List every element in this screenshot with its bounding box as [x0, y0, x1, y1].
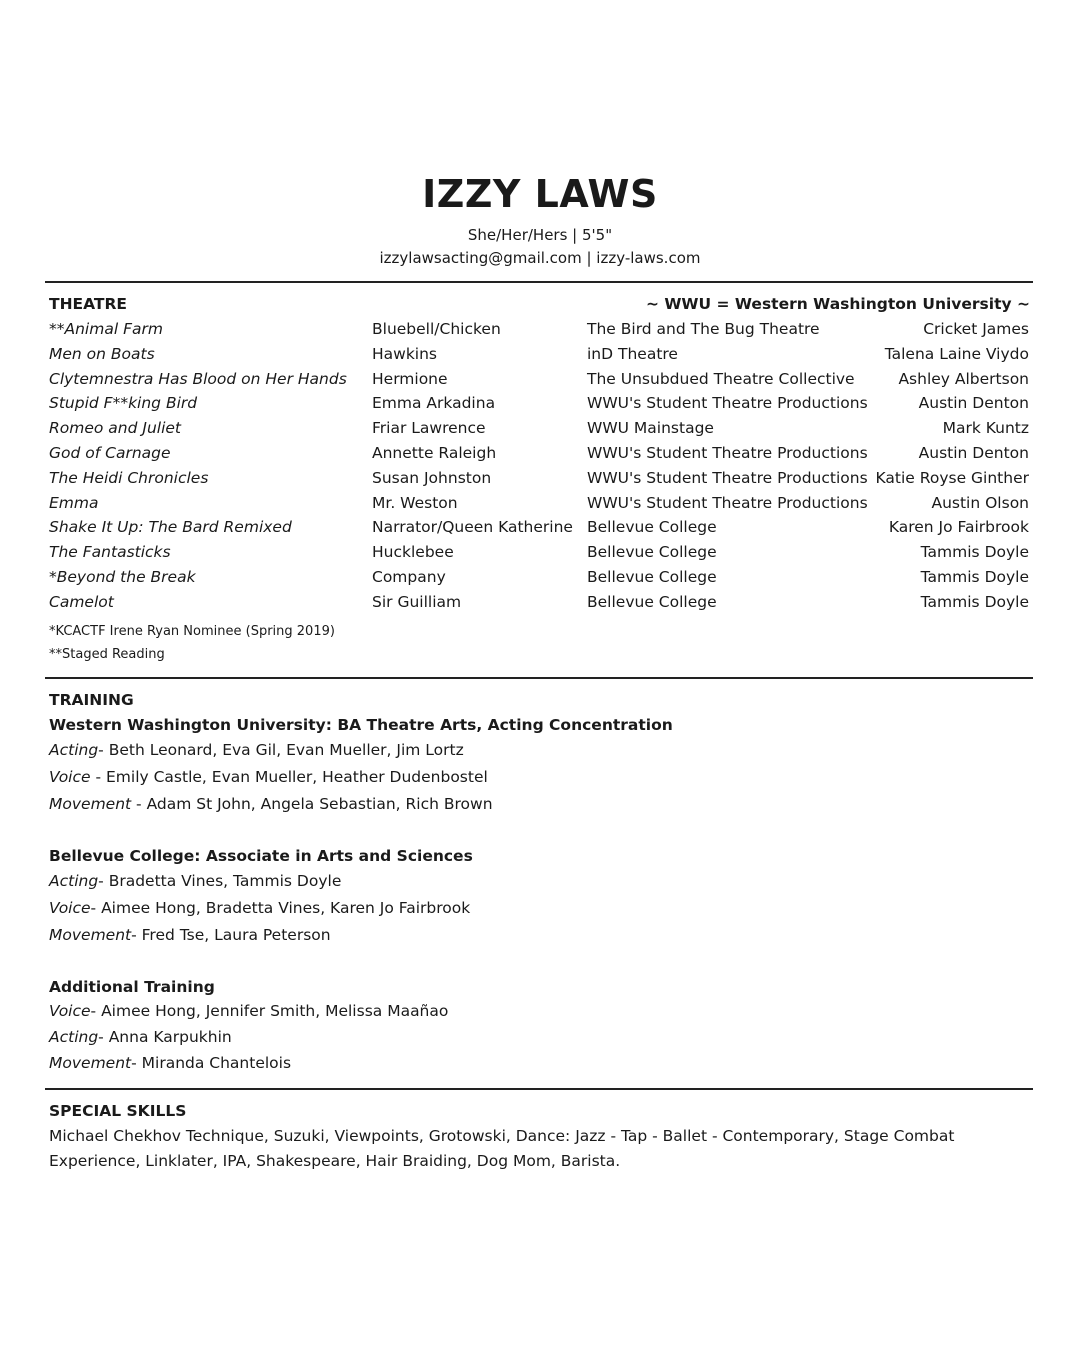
credit-title: Emma: [49, 493, 99, 512]
training-line: [49, 897, 470, 919]
credit-company: inD Theatre: [587, 344, 678, 363]
theatre-credits: [49, 318, 1029, 616]
credit-director: Austin Denton: [918, 394, 1029, 413]
credit-title: **Animal Farm: [49, 320, 163, 338]
credit-company: Bellevue College: [587, 567, 717, 586]
credit-title: Men on Boats: [49, 344, 155, 363]
footnote-staged-reading: **Staged Reading: [49, 647, 165, 662]
credit-row: [49, 368, 1029, 393]
training-area: Movement: [49, 926, 132, 944]
training-line: [49, 1000, 448, 1022]
credit-company: WWU's Student Theatre Productions: [587, 394, 868, 413]
training-area: Acting: [49, 872, 99, 890]
credit-director: Karen Jo Fairbrook: [888, 518, 1029, 537]
training-separator: -: [131, 795, 147, 813]
credit-role: Company: [372, 567, 446, 586]
credit-role: Annette Raleigh: [372, 443, 497, 462]
credit-row: [49, 318, 1029, 343]
divider-theatre: [45, 677, 1033, 679]
credit-director: Katie Royse Ginther: [875, 468, 1029, 487]
credit-role: Susan Johnston: [372, 468, 492, 487]
credit-role: Hucklebee: [372, 543, 454, 562]
training-separator: -: [98, 1028, 109, 1046]
credit-director: Austin Denton: [918, 443, 1029, 462]
credit-director: Austin Olson: [931, 493, 1029, 512]
credit-director: Tammis Doyle: [920, 567, 1029, 586]
credit-company: WWU's Student Theatre Productions: [587, 443, 868, 462]
credit-director: Tammis Doyle: [920, 592, 1029, 611]
credit-title: The Heidi Chronicles: [49, 468, 209, 487]
credit-director: Tammis Doyle: [920, 543, 1029, 562]
credit-role: Hawkins: [372, 344, 438, 363]
training-line: [49, 793, 493, 815]
credit-company: WWU Mainstage: [587, 419, 714, 438]
training-separator: -: [98, 741, 109, 759]
training-separator: -: [90, 1002, 102, 1020]
divider-training: [45, 1088, 1033, 1090]
credit-row: [49, 442, 1029, 467]
credit-row: [49, 492, 1029, 517]
actor-name: IZZY LAWS: [422, 172, 658, 216]
credit-role: Emma Arkadina: [372, 394, 496, 413]
credit-row: [49, 417, 1029, 442]
credit-row: [49, 467, 1029, 492]
credit-title: *Beyond the Break: [49, 567, 196, 586]
training-separator: -: [90, 899, 102, 917]
training-separator: -: [90, 768, 106, 786]
training-line: [49, 1026, 232, 1048]
training-area: Movement: [49, 1054, 132, 1072]
credit-company: The Bird and The Bug Theatre: [587, 320, 820, 338]
training-teachers: Emily Castle, Evan Mueller, Heather Dudenbostel: [106, 768, 488, 786]
training-line: [49, 766, 488, 788]
credit-row: [49, 516, 1029, 541]
training-separator: -: [131, 926, 142, 944]
training-heading: TRAINING: [49, 691, 134, 709]
training-area: Voice: [49, 768, 91, 786]
training-line: [49, 739, 464, 761]
training-area: Movement: [49, 795, 132, 813]
training-line: [49, 870, 341, 892]
training-teachers: Adam St John, Angela Sebastian, Rich Brown: [146, 795, 493, 813]
training-teachers: Aimee Hong, Jennifer Smith, Melissa Maañao: [101, 1002, 449, 1020]
credit-company: WWU's Student Theatre Productions: [587, 493, 868, 512]
credit-role: Sir Guilliam: [372, 592, 462, 611]
credit-row: [49, 541, 1029, 566]
theatre-heading: THEATRE: [49, 295, 128, 313]
contact-info: izzylawsacting@gmail.com | izzy-laws.com: [379, 249, 701, 267]
school-name: Western Washington University: BA Theatre Arts, Acting Concentration: [49, 716, 673, 734]
credit-role: Bluebell/Chicken: [372, 320, 501, 338]
credit-director: Ashley Albertson: [898, 369, 1029, 388]
training-line: [49, 1052, 291, 1074]
credit-role: Mr. Weston: [372, 493, 458, 512]
credit-director: Mark Kuntz: [942, 419, 1029, 438]
credit-company: WWU's Student Theatre Productions: [587, 468, 868, 487]
credit-title: Stupid F**king Bird: [49, 394, 198, 413]
training-area: Acting: [49, 741, 99, 759]
training-line: [49, 924, 331, 946]
school-name: Additional Training: [49, 978, 215, 996]
credit-title: Shake It Up: The Bard Remixed: [49, 518, 292, 537]
credit-row: [49, 591, 1029, 616]
training-teachers: Aimee Hong, Bradetta Vines, Karen Jo Fairbrook: [101, 899, 471, 917]
credit-company: Bellevue College: [587, 592, 717, 611]
training-area: Voice: [49, 1002, 91, 1020]
credit-company: Bellevue College: [587, 518, 717, 537]
credit-director: Talena Laine Viydo: [884, 344, 1029, 363]
credit-title: Romeo and Juliet: [49, 419, 182, 438]
training-teachers: Beth Leonard, Eva Gil, Evan Mueller, Jim Lortz: [108, 741, 464, 759]
training-teachers: Miranda Chantelois: [141, 1054, 292, 1072]
training-area: Acting: [49, 1028, 99, 1046]
footnote-irene-ryan: *KCACTF Irene Ryan Nominee (Spring 2019): [49, 624, 335, 639]
credit-row: [49, 343, 1029, 368]
credit-title: Camelot: [49, 592, 114, 611]
credit-director: Cricket James: [923, 320, 1029, 338]
skills-heading: SPECIAL SKILLS: [49, 1102, 187, 1120]
divider-header: [45, 281, 1033, 283]
training-area: Voice: [49, 899, 91, 917]
training-teachers: Anna Karpukhin: [108, 1028, 232, 1046]
training-teachers: Bradetta Vines, Tammis Doyle: [108, 872, 342, 890]
training-teachers: Fred Tse, Laura Peterson: [141, 926, 331, 944]
credit-row: [49, 392, 1029, 417]
credit-title: Clytemnestra Has Blood on Her Hands: [49, 369, 347, 388]
wwu-legend: ~ WWU = Western Washington University ~: [645, 295, 1030, 313]
credit-company: Bellevue College: [587, 543, 717, 562]
skills-list: Michael Chekhov Technique, Suzuki, Viewpoints, Grotowski, Dance: Jazz - Tap - Ballet - Contemporary, Stage Combat Experience, Linklater, IPA, Shakespeare, Hair Braiding, Dog Mom, Barista.: [49, 1127, 955, 1170]
training-separator: -: [131, 1054, 142, 1072]
credit-company: The Unsubdued Theatre Collective: [587, 369, 855, 388]
credit-role: Friar Lawrence: [372, 419, 486, 438]
credit-row: [49, 566, 1029, 591]
credit-role: Narrator/Queen Katherine: [372, 518, 573, 537]
credit-title: The Fantasticks: [49, 543, 171, 562]
credit-role: Hermione: [372, 369, 448, 388]
training-separator: -: [98, 872, 109, 890]
credit-title: God of Carnage: [49, 443, 171, 462]
school-name: Bellevue College: Associate in Arts and Sciences: [49, 847, 473, 865]
pronouns-height: She/Her/Hers | 5'5": [467, 226, 613, 244]
